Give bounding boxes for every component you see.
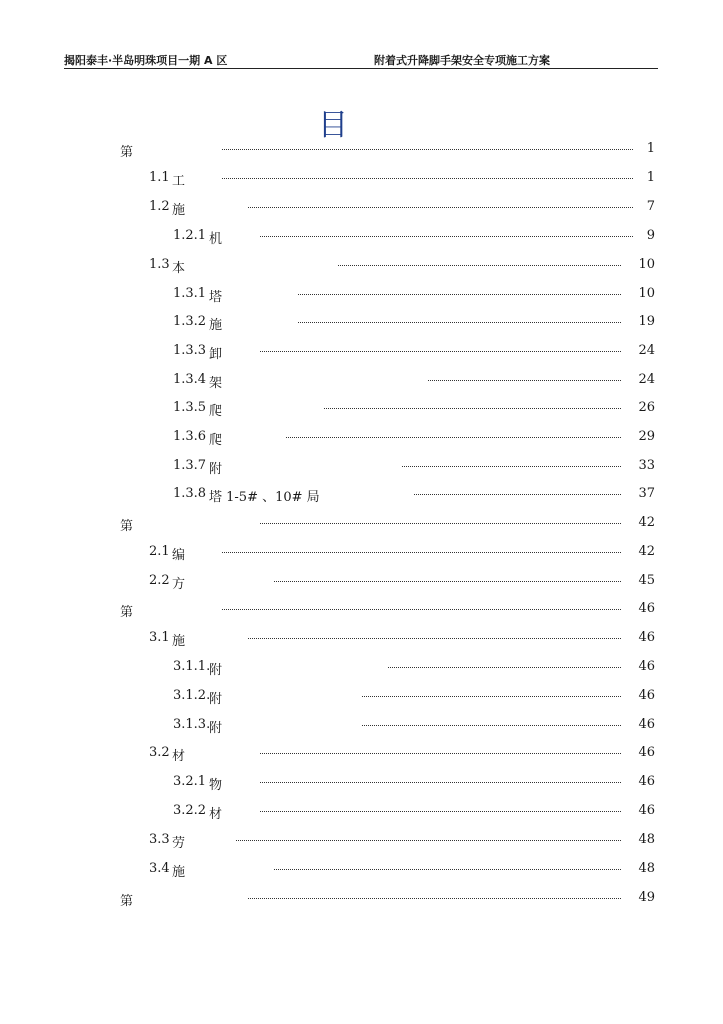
toc-entry[interactable]: [0, 745, 723, 763]
toc-entry-number: 3.1.1.: [173, 659, 211, 674]
toc-entry[interactable]: [0, 832, 723, 850]
toc-entry[interactable]: [0, 861, 723, 879]
toc-entry-page-number: 46: [638, 630, 655, 645]
toc-dot-leader: [428, 380, 621, 381]
toc-entry-title: 施: [172, 865, 186, 880]
toc-entry-number: 3.1.3.: [173, 717, 211, 732]
toc-dot-leader: [414, 494, 621, 495]
toc-dot-leader: [402, 466, 621, 467]
toc-entry[interactable]: [0, 573, 723, 591]
toc-entry-title: 爬: [209, 433, 223, 448]
toc-entry-number: 第: [120, 519, 134, 534]
toc-entry-page-number: 1: [646, 170, 655, 185]
toc-entry-title: 本: [172, 261, 186, 276]
toc-entry-number: 1.3: [149, 257, 170, 272]
toc-entry-page-number: 42: [638, 515, 655, 530]
toc-entry-number: 3.2.1: [173, 774, 207, 789]
toc-entry-number: 2.2: [149, 573, 170, 588]
toc-entry-number: 1.3.8: [173, 486, 207, 501]
toc-entry-number: 1.2: [149, 199, 170, 214]
toc-dot-leader: [362, 696, 621, 697]
toc-entry-title: 附: [209, 663, 223, 678]
toc-dot-leader: [324, 408, 621, 409]
toc-entry-page-number: 19: [638, 314, 655, 329]
toc-entry-title: 施: [209, 318, 223, 333]
toc-entry[interactable]: [0, 688, 723, 706]
toc-dot-leader: [274, 581, 621, 582]
toc-entry-page-number: 26: [638, 400, 655, 415]
toc-entry-number: 3.2.2: [173, 803, 207, 818]
toc-entry[interactable]: [0, 286, 723, 304]
toc-entry-page-number: 49: [638, 890, 655, 905]
toc-entry-number: 1.3.1: [173, 286, 207, 301]
toc-dot-leader: [388, 667, 621, 668]
toc-entry-title: 塔: [209, 290, 223, 305]
toc-entry-page-number: 24: [638, 343, 655, 358]
page-header: [64, 50, 658, 69]
toc-entry-number: 3.1: [149, 630, 170, 645]
toc-entry[interactable]: [0, 774, 723, 792]
toc-entry-title: 塔 1-5# 、10# 局: [209, 490, 320, 505]
toc-dot-leader: [248, 898, 621, 899]
toc-entry-title: 编: [172, 548, 186, 563]
toc-entry[interactable]: [0, 486, 723, 504]
toc-entry-number: 1.2.1: [173, 228, 207, 243]
toc-entry-number: 1.3.3: [173, 343, 207, 358]
toc-entry[interactable]: [0, 314, 723, 332]
toc-dot-leader: [236, 840, 621, 841]
toc-entry-page-number: 46: [638, 688, 655, 703]
toc-entry-page-number: 10: [638, 257, 655, 272]
toc-dot-leader: [248, 638, 621, 639]
toc-entry-number: 3.4: [149, 861, 170, 876]
toc-dot-leader: [338, 265, 621, 266]
toc-entry-page-number: 46: [638, 774, 655, 789]
toc-entry[interactable]: [0, 803, 723, 821]
toc-entry-number: 1.3.6: [173, 429, 207, 444]
toc-entry-page-number: 7: [646, 199, 655, 214]
toc-entry[interactable]: [0, 890, 723, 908]
header-project-name: 揭阳泰丰·半岛明珠项目一期 A 区: [64, 54, 228, 67]
toc-entry-title: 架: [209, 376, 223, 391]
toc-entry-title: 方: [172, 577, 186, 592]
toc-dot-leader: [260, 811, 621, 812]
toc-entry-page-number: 48: [638, 861, 655, 876]
toc-dot-leader: [260, 236, 633, 237]
toc-dot-leader: [260, 782, 621, 783]
toc-entry-page-number: 42: [638, 544, 655, 559]
toc-entry[interactable]: [0, 630, 723, 648]
toc-entry[interactable]: [0, 717, 723, 735]
toc-entry[interactable]: [0, 515, 723, 533]
toc-entry-number: 2.1: [149, 544, 170, 559]
toc-dot-leader: [260, 753, 621, 754]
toc-dot-leader: [260, 523, 621, 524]
toc-entry-page-number: 46: [638, 601, 655, 616]
toc-dot-leader: [222, 552, 621, 553]
toc-entry-number: 第: [120, 145, 134, 160]
toc-dot-leader: [260, 351, 621, 352]
toc-entry-title: 工: [172, 174, 186, 189]
toc-entry-title: 物: [209, 778, 223, 793]
toc-entry-title: 机: [209, 232, 223, 247]
toc-entry-title: 附: [209, 692, 223, 707]
toc-dot-leader: [274, 869, 621, 870]
toc-entry-title: 附: [209, 721, 223, 736]
toc-entry-title: 爬: [209, 404, 223, 419]
toc-entry[interactable]: [0, 601, 723, 619]
toc-entry-number: 第: [120, 894, 134, 909]
toc-entry-page-number: 9: [646, 228, 655, 243]
header-document-title: 附着式升降脚手架安全专项施工方案: [374, 54, 550, 67]
toc-entry[interactable]: [0, 429, 723, 447]
toc-entry[interactable]: [0, 141, 723, 159]
toc-entry[interactable]: [0, 659, 723, 677]
toc-entry-page-number: 24: [638, 372, 655, 387]
toc-entry-page-number: 45: [638, 573, 655, 588]
toc-dot-leader: [362, 725, 621, 726]
toc-entry-title: 卸: [209, 347, 223, 362]
toc-entry-number: 3.1.2.: [173, 688, 211, 703]
toc-entry-page-number: 37: [638, 486, 655, 501]
toc-entry-page-number: 1: [646, 141, 655, 156]
toc-entry-title: 附: [209, 462, 223, 477]
toc-entry-title: 材: [209, 807, 223, 822]
toc-entry-number: 1.3.5: [173, 400, 207, 415]
toc-entry[interactable]: [0, 458, 723, 476]
toc-entry-number: 1.3.7: [173, 458, 207, 473]
toc-entry[interactable]: [0, 170, 723, 188]
toc-entry-number: 3.3: [149, 832, 170, 847]
toc-entry-number: 1.3.2: [173, 314, 207, 329]
toc-entry-page-number: 46: [638, 803, 655, 818]
toc-entry-title: 材: [172, 749, 186, 764]
toc-entry-page-number: 33: [638, 458, 655, 473]
toc-entry-number: 1.3.4: [173, 372, 207, 387]
toc-entry[interactable]: [0, 372, 723, 390]
toc-entry-title: 劳: [172, 836, 186, 851]
toc-title: 目: [318, 108, 348, 143]
toc-entry-page-number: 46: [638, 717, 655, 732]
toc-dot-leader: [298, 322, 621, 323]
toc-entry-title: 施: [172, 634, 186, 649]
toc-dot-leader: [222, 149, 633, 150]
toc-entry-page-number: 29: [638, 429, 655, 444]
toc-entry[interactable]: [0, 400, 723, 418]
toc-entry-page-number: 48: [638, 832, 655, 847]
toc-entry-number: 第: [120, 605, 134, 620]
toc-dot-leader: [222, 609, 621, 610]
toc-entry[interactable]: [0, 228, 723, 246]
toc-dot-leader: [286, 437, 621, 438]
toc-entry[interactable]: [0, 257, 723, 275]
toc-entry-page-number: 10: [638, 286, 655, 301]
toc-entry-page-number: 46: [638, 745, 655, 760]
toc-dot-leader: [222, 178, 633, 179]
toc-entry[interactable]: [0, 199, 723, 217]
toc-dot-leader: [298, 294, 621, 295]
toc-dot-leader: [248, 207, 633, 208]
toc-entry[interactable]: [0, 343, 723, 361]
toc-entry-number: 3.2: [149, 745, 170, 760]
toc-entry-number: 1.1: [149, 170, 170, 185]
toc-entry-page-number: 46: [638, 659, 655, 674]
toc-entry[interactable]: [0, 544, 723, 562]
toc-entry-title: 施: [172, 203, 186, 218]
